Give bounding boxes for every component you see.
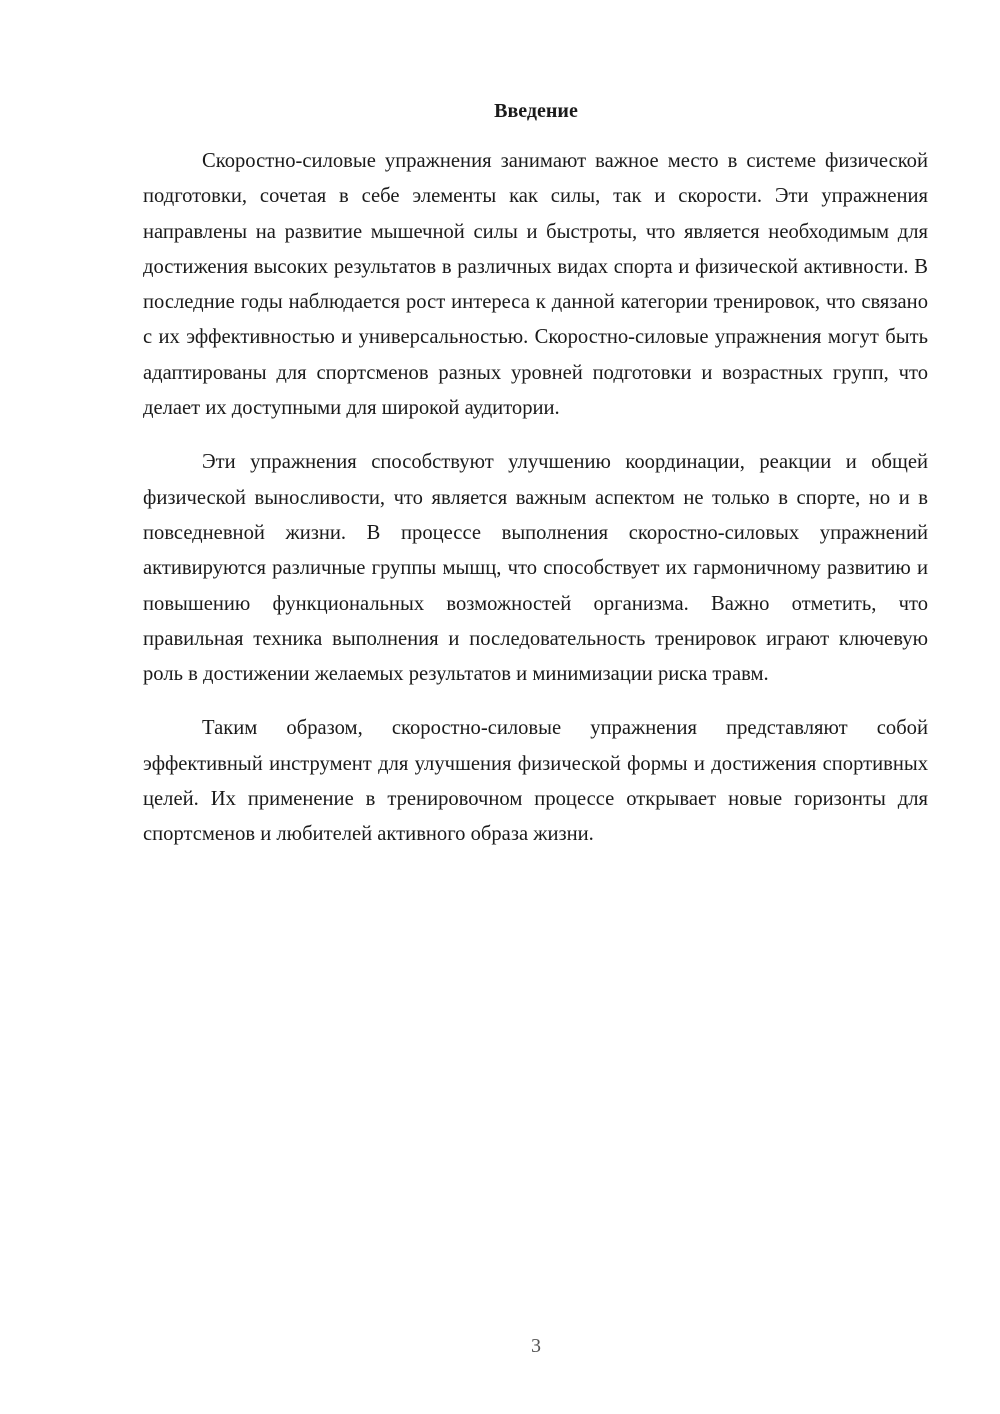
document-body bbox=[143, 144, 928, 853]
page-number: 3 bbox=[531, 1335, 541, 1357]
paragraph-3: Таким образом, скоростно-силовые упражнения представляют собой эффективный инструмент для улучшения физической формы и достижения спортивных целей. Их применение в тренировочном процессе открывает новые горизонты для спортсменов и любителей активного образа жизни. bbox=[143, 717, 928, 846]
paragraph-2: Эти упражнения способствуют улучшению координации, реакции и общей физической выносливости, что является важным аспектом не только в спорте, но и в повседневной жизни. В процессе выполнения скоростно-силовых упражнений активируются различные группы мышц, что способствует их гармоничному развитию и повышению функциональных возможностей организма. Важно отметить, что правильная техника выполнения и последовательность тренировок играют ключевую роль в достижении желаемых результатов и минимизации риска травм. bbox=[143, 451, 928, 686]
page-title: Введение bbox=[494, 100, 578, 122]
paragraph-1: Скоростно-силовые упражнения занимают важное место в системе физической подготовки, сочетая в себе элементы как силы, так и скорости. Эти упражнения направлены на развитие мышечной силы и быстроты, что является необходимым для достижения высоких результатов в различных видах спорта и физической активности. В последние годы наблюдается рост интереса к данной категории тренировок, что связано с их эффективностью и универсальностью. Скоростно-силовые упражнения могут быть адаптированы для спортсменов разных уровней подготовки и возрастных групп, что делает их доступными для широкой аудитории. bbox=[143, 150, 928, 420]
